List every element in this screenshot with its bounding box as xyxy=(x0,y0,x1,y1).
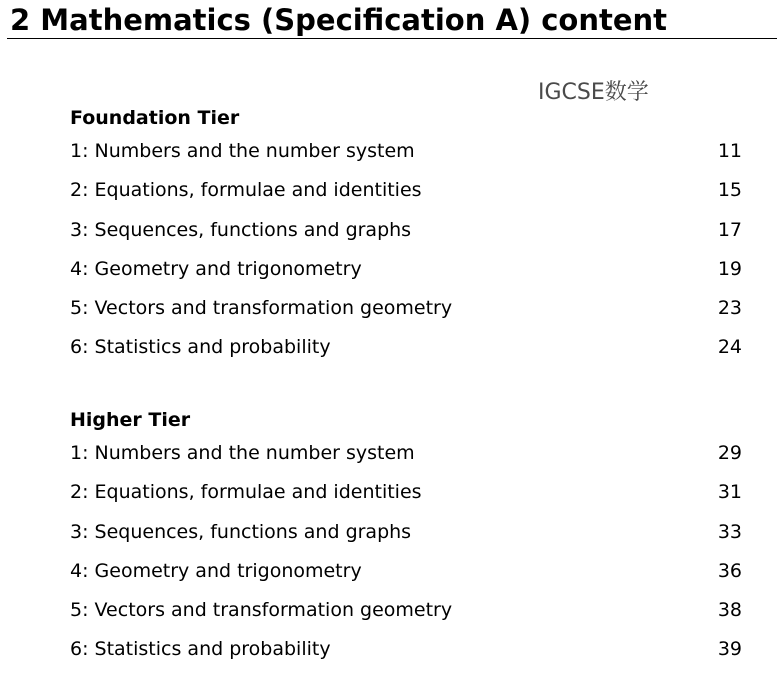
toc-entry-title: 1: Numbers and the number system xyxy=(70,140,415,162)
toc-entry xyxy=(70,552,760,591)
toc-entry-title: 2: Equations, formulae and identities xyxy=(70,179,422,202)
toc-entry-page-number: 29 xyxy=(717,442,742,464)
toc-entry xyxy=(70,132,760,171)
toc-entry-page-number: 15 xyxy=(717,179,742,202)
title-underline xyxy=(7,38,777,39)
toc-entry xyxy=(70,289,760,328)
toc-entry-title: 5: Vectors and transformation geometry xyxy=(70,297,453,320)
toc-entry xyxy=(70,250,760,289)
higher-tier-section xyxy=(70,407,760,670)
toc-entry-page-number: 39 xyxy=(717,638,742,661)
toc-entry xyxy=(70,171,760,210)
watermark-text: IGCSE数学 xyxy=(538,80,649,105)
higher-tier-contents-list xyxy=(70,434,760,670)
toc-entry xyxy=(70,473,760,512)
toc-entry-page-number: 24 xyxy=(717,336,742,359)
toc-entry-page-number: 17 xyxy=(717,218,742,241)
toc-entry xyxy=(70,434,760,473)
toc-entry xyxy=(70,211,760,250)
foundation-tier-contents-list xyxy=(70,132,760,368)
toc-entry-title: 1: Numbers and the number system xyxy=(70,442,415,464)
toc-entry-title: 4: Geometry and trigonometry xyxy=(70,559,362,582)
toc-entry xyxy=(70,328,760,367)
toc-entry-title: 6: Statistics and probability xyxy=(70,638,331,661)
toc-entry-page-number: 31 xyxy=(717,481,742,504)
toc-entry-title: 3: Sequences, functions and graphs xyxy=(70,218,412,241)
toc-entry xyxy=(70,591,760,630)
toc-entry-title: 2: Equations, formulae and identities xyxy=(70,481,422,504)
toc-entry-page-number: 33 xyxy=(717,520,742,543)
higher-tier-heading: Higher Tier xyxy=(70,409,191,431)
page-title: 2 Mathematics (Specification A) content xyxy=(10,3,668,37)
foundation-tier-section xyxy=(70,105,760,368)
toc-entry-title: 5: Vectors and transformation geometry xyxy=(70,599,453,622)
toc-entry-page-number: 11 xyxy=(717,140,742,162)
toc-entry-page-number: 19 xyxy=(717,257,742,280)
toc-entry xyxy=(70,630,760,669)
toc-entry-page-number: 38 xyxy=(717,599,742,622)
toc-entry-title: 3: Sequences, functions and graphs xyxy=(70,520,412,543)
foundation-tier-heading: Foundation Tier xyxy=(70,107,240,129)
toc-entry xyxy=(70,513,760,552)
toc-entry-page-number: 36 xyxy=(717,559,742,582)
toc-entry-page-number: 23 xyxy=(717,297,742,320)
toc-entry-title: 4: Geometry and trigonometry xyxy=(70,257,362,280)
toc-entry-title: 6: Statistics and probability xyxy=(70,336,331,359)
